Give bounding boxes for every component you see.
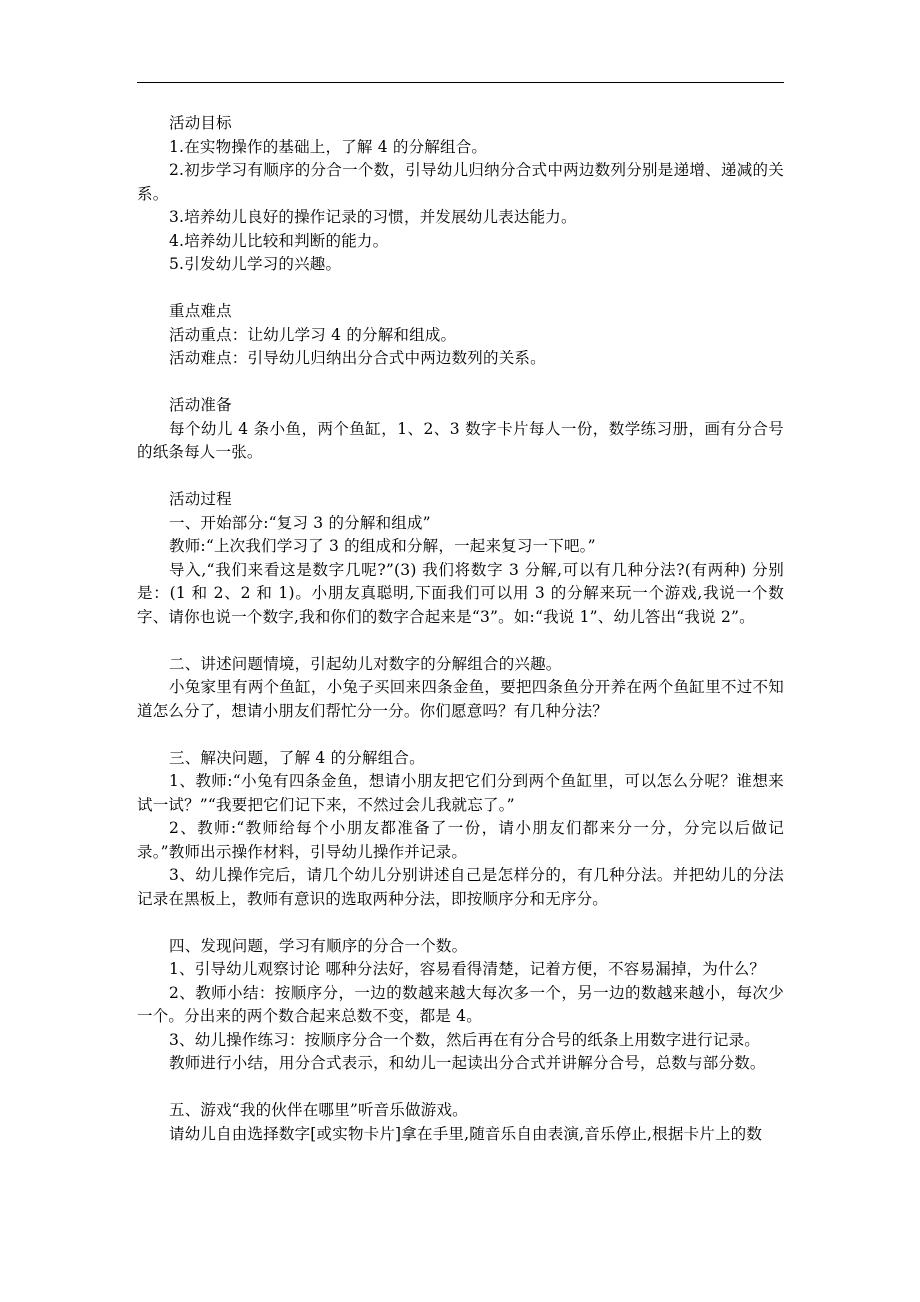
paragraph: 一、开始部分:“复习 3 的分解和组成”: [169, 513, 431, 532]
paragraph: 5.引发幼儿学习的兴趣。: [169, 255, 342, 273]
paragraph: 2、教师:“教师给每个小朋友都准备了一份，请小朋友们都来分一分，分完以后做记录。”教师出示操作材料，引导幼儿操作并记录。: [137, 819, 784, 861]
section-heading: 活动准备: [169, 396, 232, 414]
section-key-points: [137, 300, 784, 371]
paragraph: 小兔家里有两个鱼缸，小兔子买回来四条金鱼，要把四条鱼分开养在两个鱼缸里不过不知道怎么分了，想请小朋友们帮忙分一分。你们愿意吗？有几种分法？: [137, 678, 784, 720]
paragraph: 每个幼儿 4 条小鱼，两个鱼缸，1、2、3 数字卡片每人一份，数学练习册，画有分合号的纸条每人一张。: [137, 419, 784, 461]
paragraph: 1.在实物操作的基础上，了解 4 的分解组合。: [169, 137, 488, 156]
paragraph: 3、幼儿操作完后，请几个幼儿分别讲述自己是怎样分的，有几种分法。并把幼儿的分法记录在黑板上，教师有意识的选取两种分法，即按顺序分和无序分。: [137, 866, 784, 908]
section-heading: 三、解决问题，了解 4 的分解组合。: [169, 748, 425, 767]
header-rule: [137, 82, 784, 83]
paragraph: 导入,“我们来看这是数字几呢?”(3) 我们将数字 3 分解,可以有几种分法?(有两种) 分别是：(1 和 2、2 和 1)。小朋友真聪明,下面我们可以用 3 的分解来玩一个游戏,我说一个数字、请你也说一个数字,我和你们的数字合起来是“3”。如:“我说 1”、幼儿答出“我说 2”。: [137, 560, 784, 626]
section-heading: 重点难点: [169, 302, 232, 320]
section-heading: 五、游戏“我的伙伴在哪里”听音乐做游戏。: [169, 1101, 468, 1119]
paragraph: 活动难点：引导幼儿归纳出分合式中两边数列的关系。: [169, 349, 546, 367]
paragraph: 教师进行小结，用分合式表示，和幼儿一起读出分合式并讲解分合号，总数与部分数。: [169, 1054, 766, 1072]
document-body: [137, 112, 784, 1170]
section-part-five: [137, 1099, 784, 1146]
paragraph: 2.初步学习有顺序的分合一个数，引导幼儿归纳分合式中两边数列分别是递增、递减的关系。: [137, 161, 784, 203]
section-part-two: [137, 653, 784, 724]
paragraph: 活动重点：让幼儿学习 4 的分解和组成。: [169, 325, 457, 344]
section-preparation: [137, 394, 784, 465]
section-part-three: [137, 747, 784, 912]
section-heading: 四、发现问题，学习有顺序的分合一个数。: [169, 936, 468, 955]
paragraph: 1、教师:“小兔有四条金鱼，想请小朋友把它们分到两个鱼缸里，可以怎么分呢？谁想来试一试？”“我要把它们记下来，不然过会儿我就忘了。”: [137, 772, 784, 814]
section-heading: 二、讲述问题情境，引起幼儿对数字的分解组合的兴趣。: [169, 654, 562, 673]
section-heading: 活动过程: [169, 490, 232, 508]
section-process: [137, 488, 784, 629]
paragraph: 3、幼儿操作练习：按顺序分合一个数，然后再在有分合号的纸条上用数字进行记录。: [169, 1030, 760, 1049]
paragraph: 请幼儿自由选择数字[或实物卡片]拿在手里,随音乐自由表演,音乐停止,根据卡片上的数: [169, 1124, 763, 1143]
paragraph: 1、引导幼儿观察讨论 哪种分法好，容易看得清楚，记着方便，不容易漏掉，为什么？: [169, 960, 766, 978]
paragraph: 4.培养幼儿比较和判断的能力。: [169, 231, 389, 250]
section-part-four: [137, 935, 784, 1076]
section-heading: 活动目标: [169, 114, 232, 132]
paragraph: 2、教师小结：按顺序分，一边的数越来越大每次多一个，另一边的数越来越小，每次少一个。分出来的两个数合起来总数不变，都是 4。: [137, 983, 784, 1025]
paragraph: 教师:“上次我们学习了 3 的组成和分解，一起来复习一下吧。”: [169, 537, 596, 555]
paragraph: 3.培养幼儿良好的操作记录的习惯，并发展幼儿表达能力。: [169, 208, 577, 226]
section-goals: [137, 112, 784, 277]
